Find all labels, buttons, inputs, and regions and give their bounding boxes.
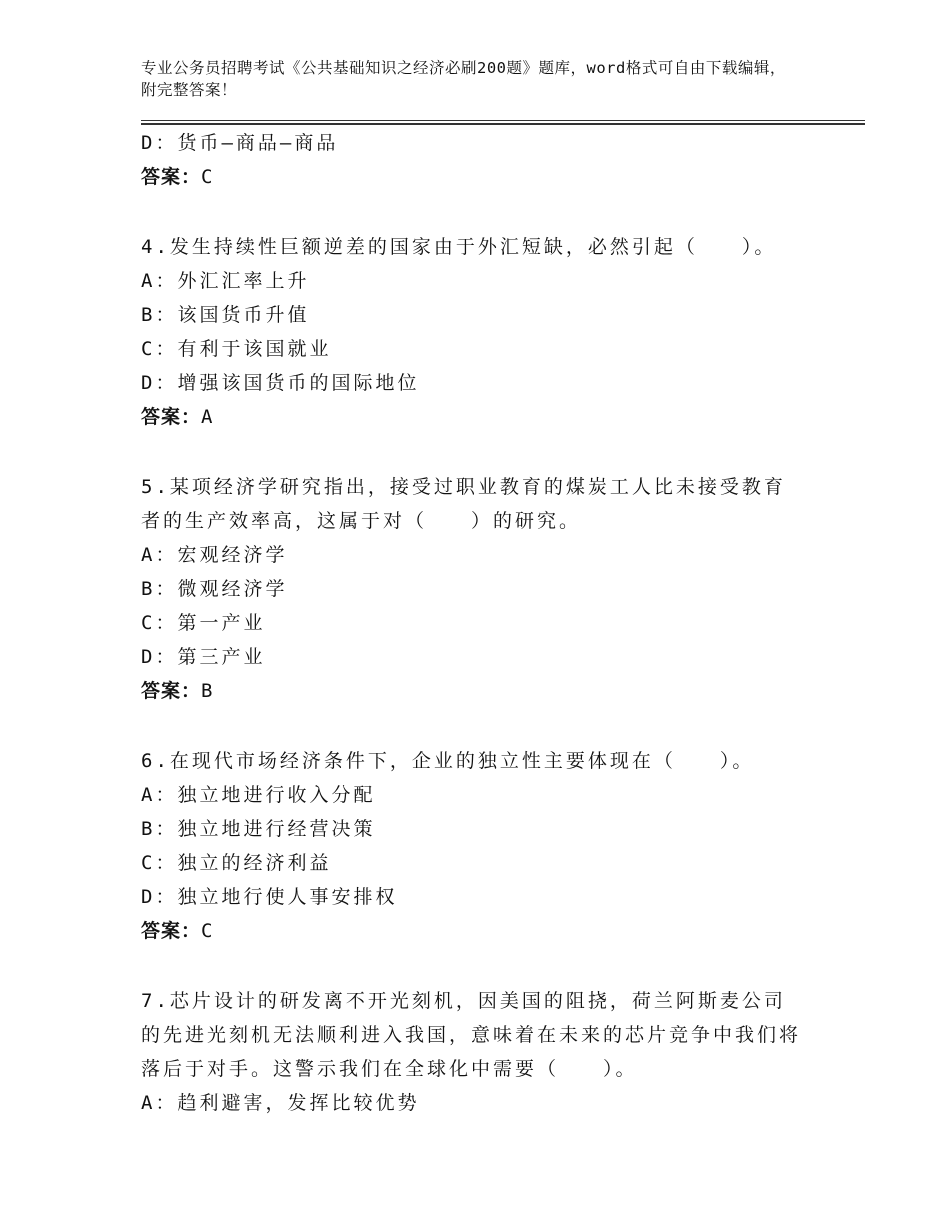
question-answer <box>141 400 821 434</box>
option-c: C：第一产业 <box>141 612 266 634</box>
question-answer <box>141 674 821 708</box>
question-item-4 <box>141 230 821 434</box>
option-b: B：微观经济学 <box>141 578 288 600</box>
question-item-7 <box>141 984 821 1120</box>
question-answer <box>141 914 821 948</box>
option-d: D：增强该国货币的国际地位 <box>141 372 420 394</box>
q3-answer <box>141 160 821 194</box>
option-a: A：外汇汇率上升 <box>141 270 310 292</box>
answer-value: B <box>201 680 214 702</box>
question-item-6 <box>141 744 821 948</box>
header-divider-thick <box>141 123 865 125</box>
question-stem: 6.在现代市场经济条件下，企业的独立性主要体现在（ ）。 <box>141 750 755 772</box>
option-a: A：趋利避害，发挥比较优势 <box>141 1092 420 1114</box>
option-d: D：第三产业 <box>141 646 266 668</box>
answer-value: A <box>201 406 214 428</box>
answer-value: C <box>201 920 214 942</box>
q3-option-d: D：货币—商品—商品 <box>141 132 339 154</box>
answer-label: 答案： <box>141 166 202 188</box>
question-stem: 4.发生持续性巨额逆差的国家由于外汇短缺，必然引起（ ）。 <box>141 236 777 258</box>
question-stem: 7.芯片设计的研发离不开光刻机，因美国的阻挠，荷兰阿斯麦公司的先进光刻机无法顺利进入我国，意味着在未来的芯片竞争中我们将落后于对手。这警示我们在全球化中需要（ ）。 <box>141 990 802 1080</box>
answer-value: C <box>201 166 214 188</box>
question-item-5 <box>141 470 821 708</box>
answer-label: 答案： <box>141 406 202 428</box>
answer-label: 答案： <box>141 920 202 942</box>
option-b: B：独立地进行经营决策 <box>141 818 376 840</box>
answer-label: 答案： <box>141 680 202 702</box>
header-divider-thin <box>141 120 865 121</box>
option-a: A：独立地进行收入分配 <box>141 784 376 806</box>
option-c: C：有利于该国就业 <box>141 338 332 360</box>
page-header: 专业公务员招聘考试《公共基础知识之经济必刷200题》题库，word格式可自由下载编辑，附完整答案！ <box>141 59 786 99</box>
question-stem: 5.某项经济学研究指出，接受过职业教育的煤炭工人比未接受教育者的生产效率高，这属于对（ ）的研究。 <box>141 476 786 532</box>
option-c: C：独立的经济利益 <box>141 852 332 874</box>
option-a: A：宏观经济学 <box>141 544 288 566</box>
option-d: D：独立地行使人事安排权 <box>141 886 398 908</box>
option-b: B：该国货币升值 <box>141 304 310 326</box>
question-list <box>141 126 821 1120</box>
